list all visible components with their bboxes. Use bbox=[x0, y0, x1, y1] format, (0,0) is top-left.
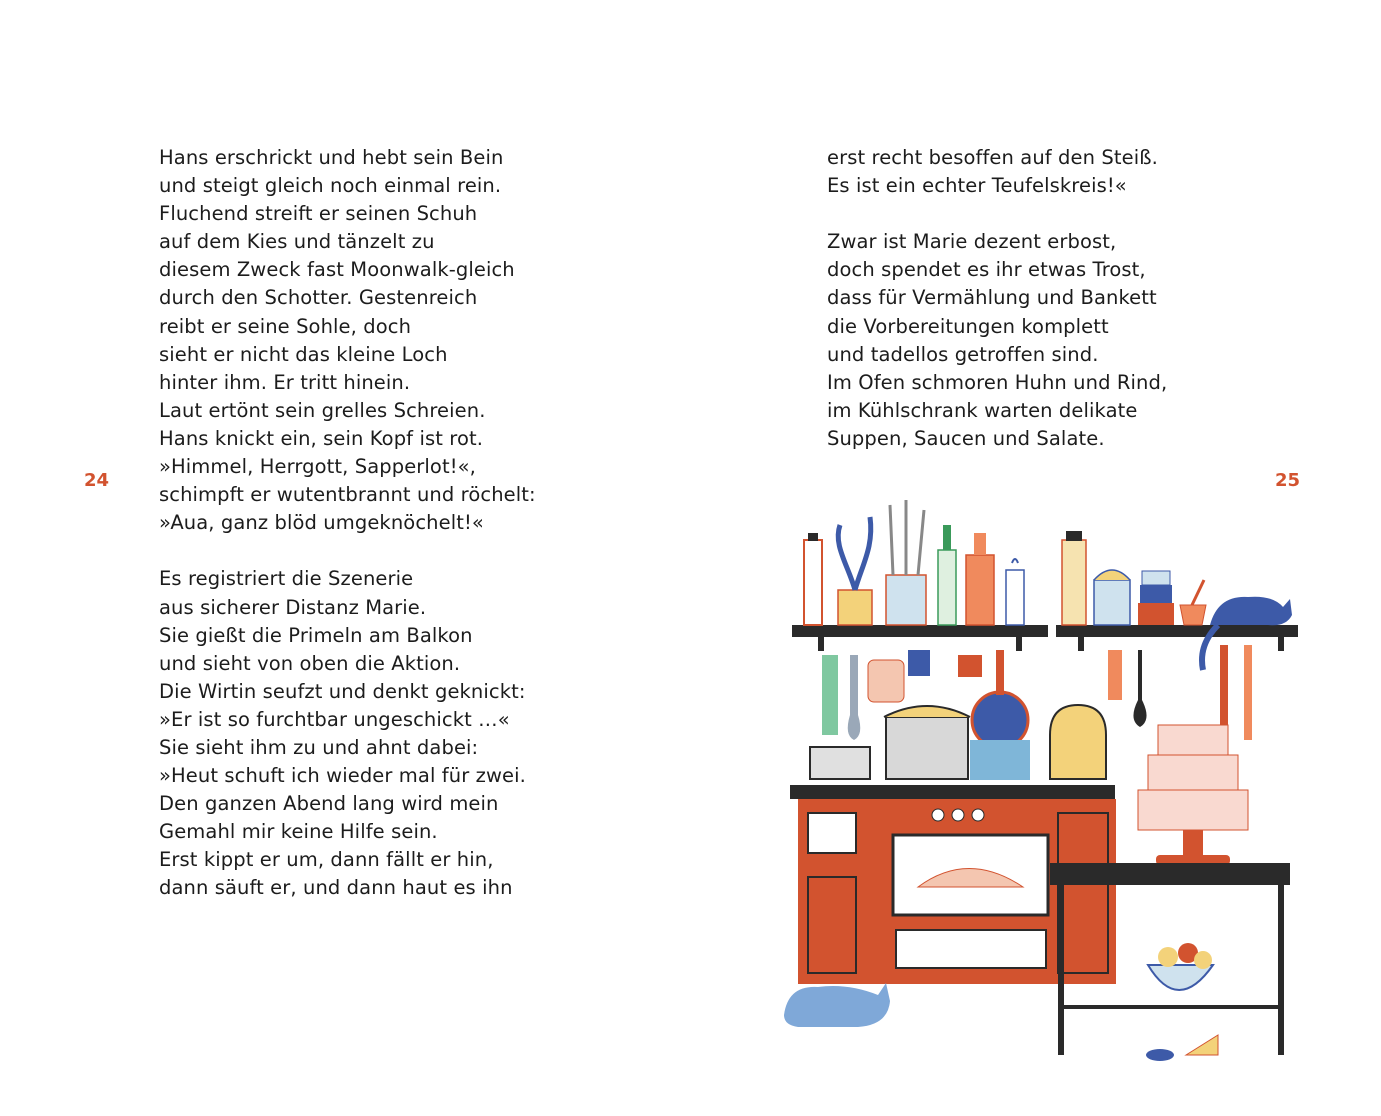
poem-line: schimpft er wutentbrannt und röchelt: bbox=[159, 483, 536, 507]
poem-line: reibt er seine Sohle, doch bbox=[159, 314, 412, 338]
stanza-gap bbox=[827, 200, 1247, 228]
oil-bottle-icon bbox=[938, 525, 956, 625]
tall-jar-icon bbox=[1062, 531, 1086, 625]
poem-line: Fluchend streift er seinen Schuh bbox=[159, 202, 478, 226]
oven-icon bbox=[798, 799, 1116, 984]
poem-line: dann säuft er, und dann haut es ihn bbox=[159, 876, 513, 900]
poem-line: und sieht von oben die Aktion. bbox=[159, 651, 461, 675]
left-column-text bbox=[159, 144, 579, 903]
poem-line: sieht er nicht das kleine Loch bbox=[159, 342, 448, 366]
mortar-icon bbox=[1180, 580, 1206, 625]
poem-line: doch spendet es ihr etwas Trost, bbox=[827, 258, 1146, 282]
stove-top bbox=[790, 785, 1115, 799]
kettle-icon bbox=[1050, 705, 1106, 779]
poem-line: Zwar ist Marie dezent erbost, bbox=[827, 230, 1117, 254]
poem-line: Sie gießt die Primeln am Balkon bbox=[159, 623, 473, 647]
poem-line: Es ist ein echter Teufelskreis!« bbox=[827, 174, 1127, 198]
right-column-text bbox=[827, 144, 1247, 453]
poem-line: im Kühlschrank warten delikate bbox=[827, 398, 1138, 422]
poem-line: Die Wirtin seufzt und denkt geknickt: bbox=[159, 679, 526, 703]
poem-line: »Himmel, Herrgott, Sapperlot!«, bbox=[159, 455, 476, 479]
mouse-icon bbox=[1146, 1049, 1174, 1061]
poem-line: aus sicherer Distanz Marie. bbox=[159, 595, 427, 619]
poem-line: Den ganzen Abend lang wird mein bbox=[159, 792, 499, 816]
pot-small-icon bbox=[810, 747, 870, 779]
poem-line: »Heut schuft ich wieder mal für zwei. bbox=[159, 764, 526, 788]
poem-line: und tadellos getroffen sind. bbox=[827, 342, 1099, 366]
poem-line: auf dem Kies und tänzelt zu bbox=[159, 230, 435, 254]
poem-line: »Aua, ganz blöd umgeknöchelt!« bbox=[159, 511, 484, 535]
wedding-cake-icon bbox=[1138, 725, 1248, 865]
poem-line: hinter ihm. Er tritt hinein. bbox=[159, 370, 411, 394]
poem-line: die Vorbereitungen komplett bbox=[827, 314, 1109, 338]
poem-line: Sie sieht ihm zu und ahnt dabei: bbox=[159, 735, 479, 759]
poem-line: Hans knickt ein, sein Kopf ist rot. bbox=[159, 426, 484, 450]
poem-line: Erst kippt er um, dann fällt er hin, bbox=[159, 848, 494, 872]
poem-line: dass für Vermählung und Bankett bbox=[827, 286, 1157, 310]
poem-line: Im Ofen schmoren Huhn und Rind, bbox=[827, 370, 1168, 394]
cat-on-floor-icon bbox=[784, 983, 890, 1027]
kitchen-illustration bbox=[778, 495, 1308, 1070]
poem-line: durch den Schotter. Gestenreich bbox=[159, 286, 478, 310]
herb-jar-icon bbox=[886, 500, 926, 625]
salt-shaker-icon bbox=[1006, 559, 1024, 625]
poem-line: Hans erschrickt und hebt sein Bein bbox=[159, 146, 504, 169]
page-number-right: 25 bbox=[1275, 470, 1301, 491]
page-number-left: 24 bbox=[84, 470, 110, 491]
shelf-right bbox=[1056, 625, 1298, 651]
shelf-left bbox=[792, 625, 1048, 651]
bowl-stack-icon bbox=[1138, 571, 1174, 625]
poem-line: Laut ertönt sein grelles Schreien. bbox=[159, 398, 486, 422]
poem-line: diesem Zweck fast Moonwalk-gleich bbox=[159, 258, 515, 282]
cookie-jar-icon bbox=[1094, 570, 1130, 625]
pasta-bowl-icon bbox=[1148, 943, 1213, 990]
poem-line: und steigt gleich noch einmal rein. bbox=[159, 174, 502, 198]
plant-pot-icon bbox=[838, 517, 872, 625]
cheese-icon bbox=[1186, 1035, 1218, 1055]
stanza-gap bbox=[159, 537, 579, 565]
poem-line: erst recht besoffen auf den Steiß. bbox=[827, 146, 1158, 169]
sauce-bottle-icon bbox=[966, 533, 994, 625]
pepper-mill-icon bbox=[804, 533, 822, 625]
poem-line: Es registriert die Szenerie bbox=[159, 567, 414, 591]
poem-line: Gemahl mir keine Hilfe sein. bbox=[159, 820, 438, 844]
poem-line: »Er ist so furchtbar ungeschickt …« bbox=[159, 707, 510, 731]
poem-line: Suppen, Saucen und Salate. bbox=[827, 426, 1105, 450]
pot-large-icon bbox=[884, 706, 970, 779]
